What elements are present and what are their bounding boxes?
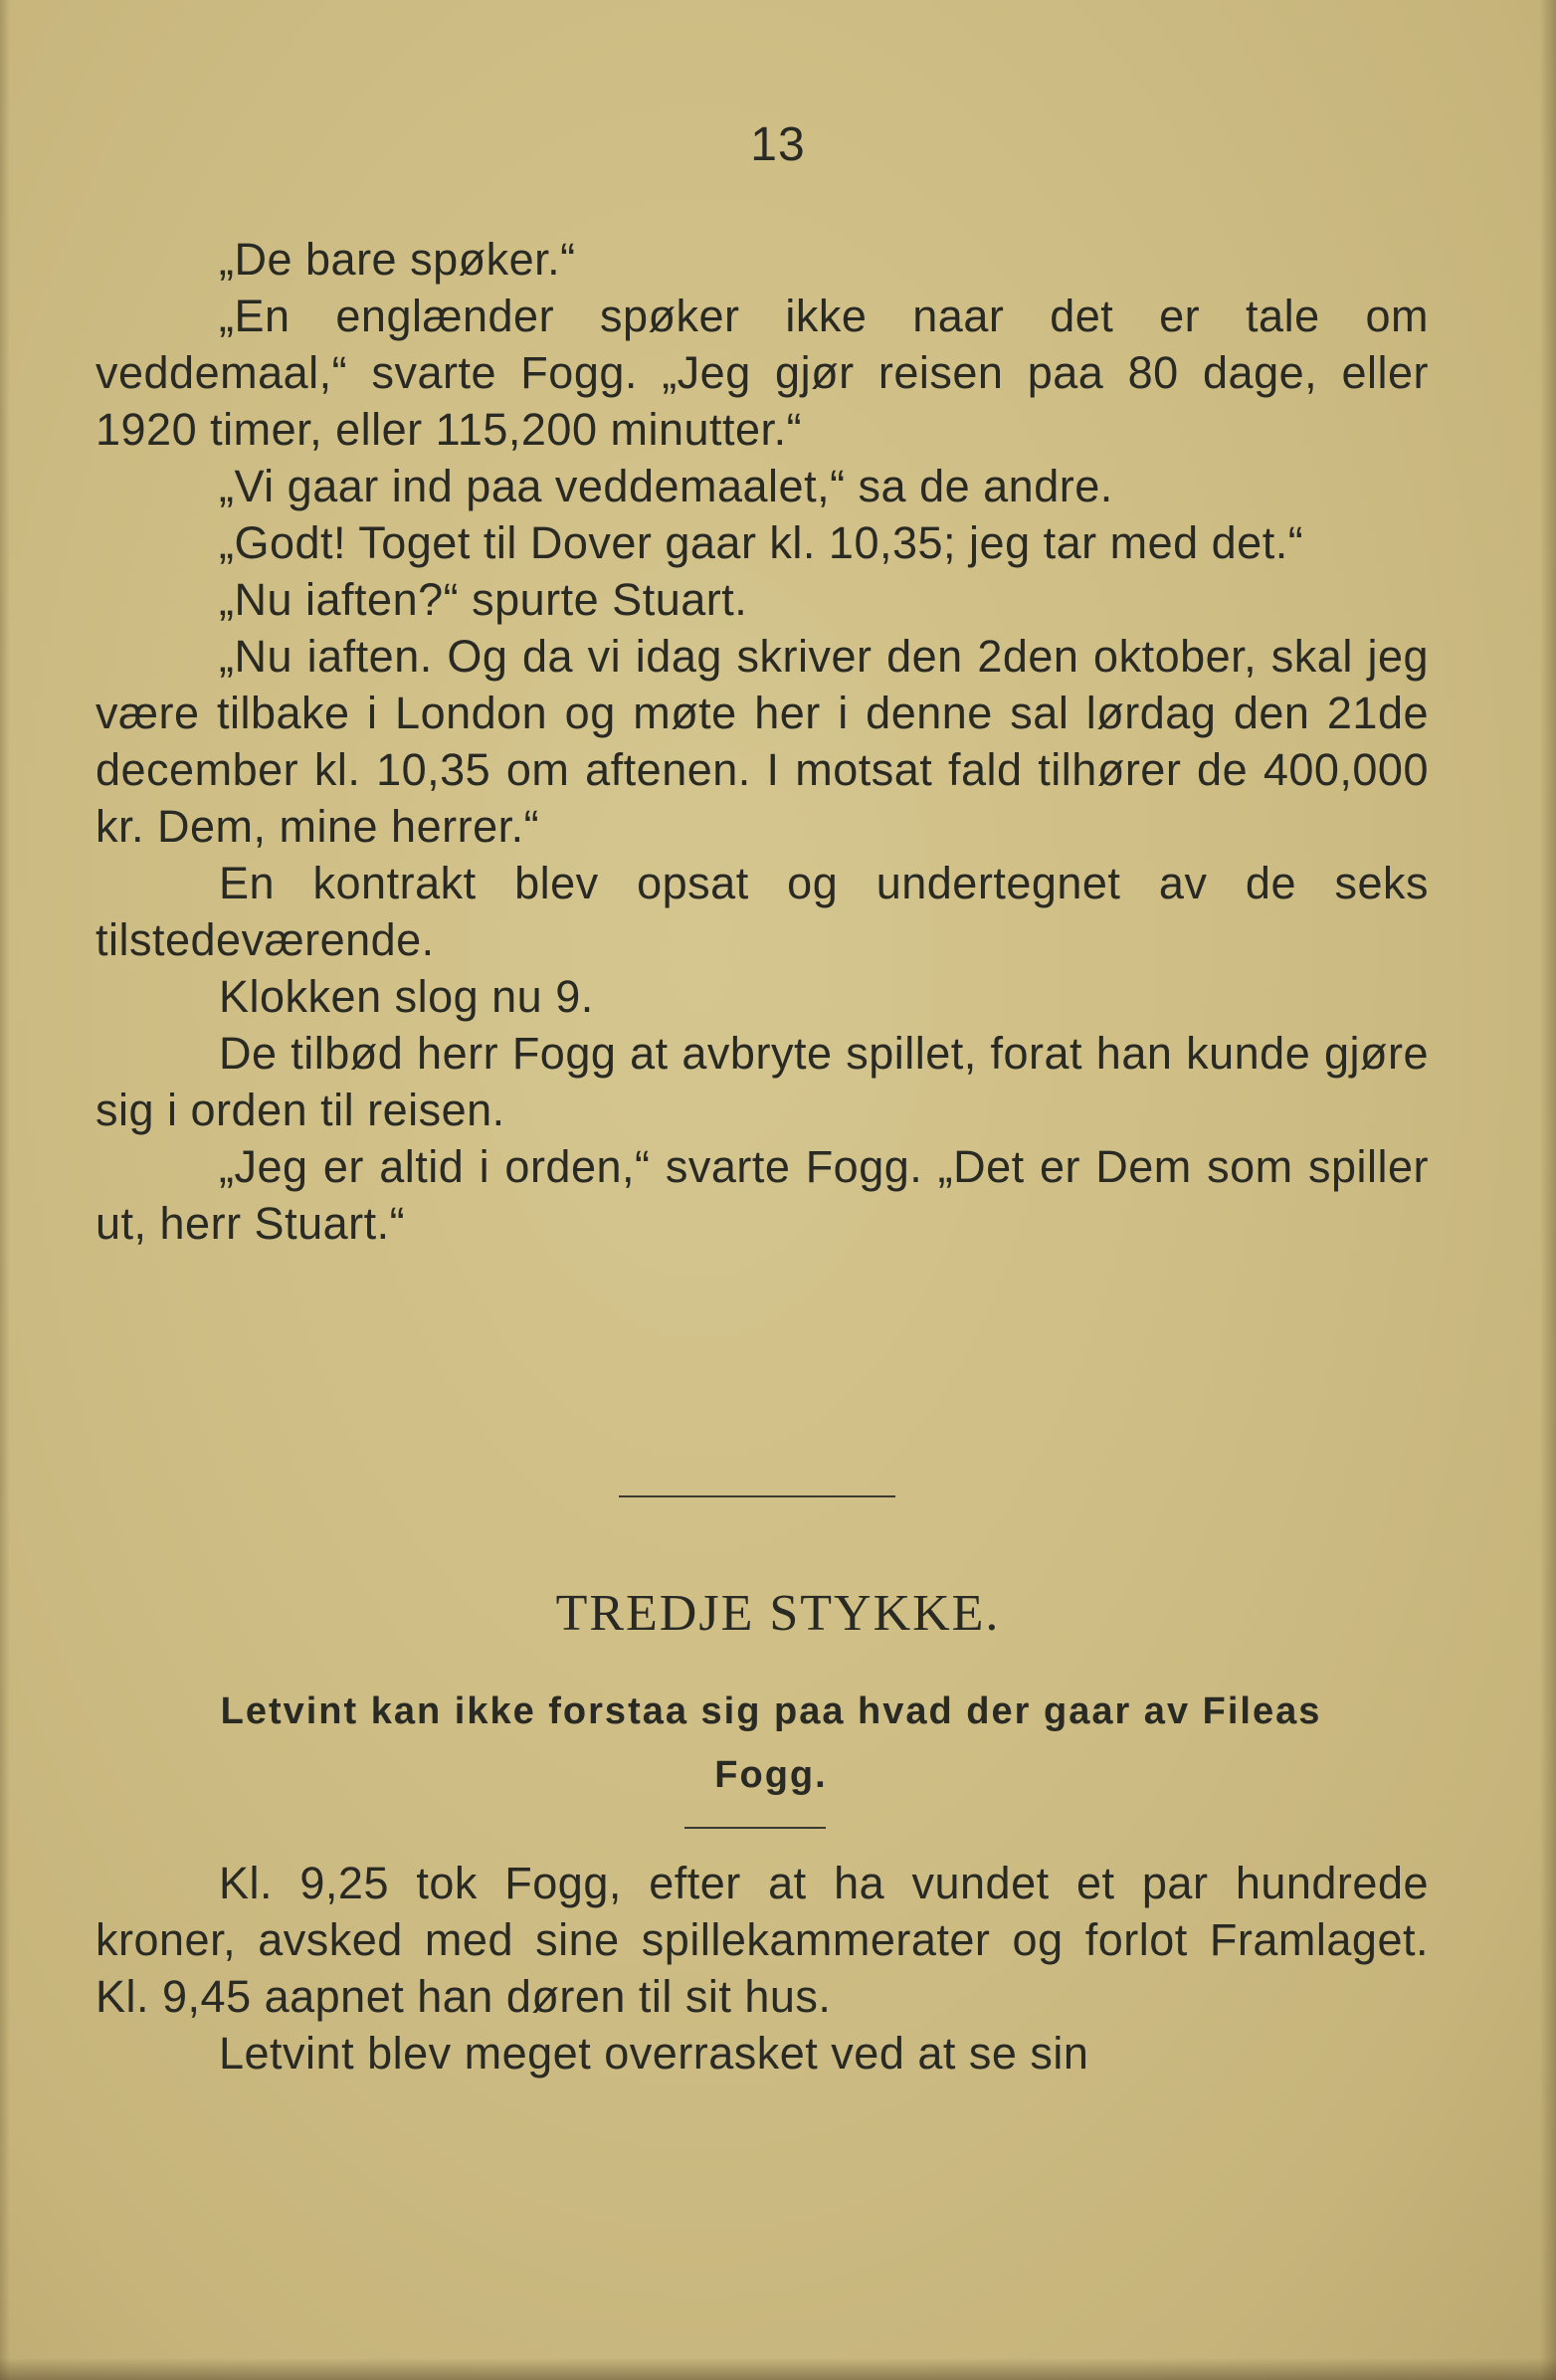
paragraph: Kl. 9,25 tok Fogg, efter at ha vundet et par hundrede kroner, avsked med sine spillekammerater og forlot Framlaget. Kl. 9,45 aapnet han døren til sit hus. [96, 1858, 1429, 2022]
subtitle-divider [684, 1827, 826, 1829]
paragraph: „En englænder spøker ikke naar det er tale om veddemaal,“ svarte Fogg. „Jeg gjør reisen paa 80 dage, eller 1920 timer, eller 115,200 minutter.“ [96, 291, 1429, 455]
section-text [96, 1855, 1429, 2082]
paragraph: De tilbød herr Fogg at avbryte spillet, forat han kunde gjøre sig i orden til reisen. [96, 1028, 1429, 1135]
paragraph: „Jeg er altid i orden,“ svarte Fogg. „Det er Dem som spiller ut, herr Stuart.“ [96, 1141, 1429, 1249]
paragraph: Klokken slog nu 9. [219, 971, 594, 1022]
paragraph: „Vi gaar ind paa veddemaalet,“ sa de andre. [219, 461, 1113, 511]
page-edge-shadow-left [0, 0, 10, 2380]
page-number: 13 [750, 118, 806, 171]
page-edge-shadow-bottom [0, 2358, 1556, 2380]
page-edge-shadow-right [1540, 0, 1556, 2380]
paragraph: „Godt! Toget til Dover gaar kl. 10,35; jeg tar med det.“ [219, 517, 1304, 568]
paragraph: En kontrakt blev opsat og undertegnet av de seks tilstedeværende. [96, 858, 1429, 965]
section-title: TREDJE STYKKE. [555, 1585, 1001, 1642]
paragraph: „Nu iaften. Og da vi idag skriver den 2den oktober, skal jeg være tilbake i London og møte her i denne sal lørdag den 21de december kl. 10,35 om aftenen. I motsat fald tilhører de 400,000 kr. Dem, mine herrer.“ [96, 631, 1429, 852]
paragraph: Letvint blev meget overrasket ved at se sin [219, 2028, 1089, 2079]
section-divider [619, 1495, 895, 1497]
section-subtitle: Letvint kan ikke forstaa sig paa hvad der gaar av Fileas Fogg. [220, 1690, 1322, 1796]
paragraph: „Nu iaften?“ spurte Stuart. [219, 574, 748, 625]
chapter-text [96, 231, 1429, 1252]
paragraph: „De bare spøker.“ [219, 234, 576, 285]
